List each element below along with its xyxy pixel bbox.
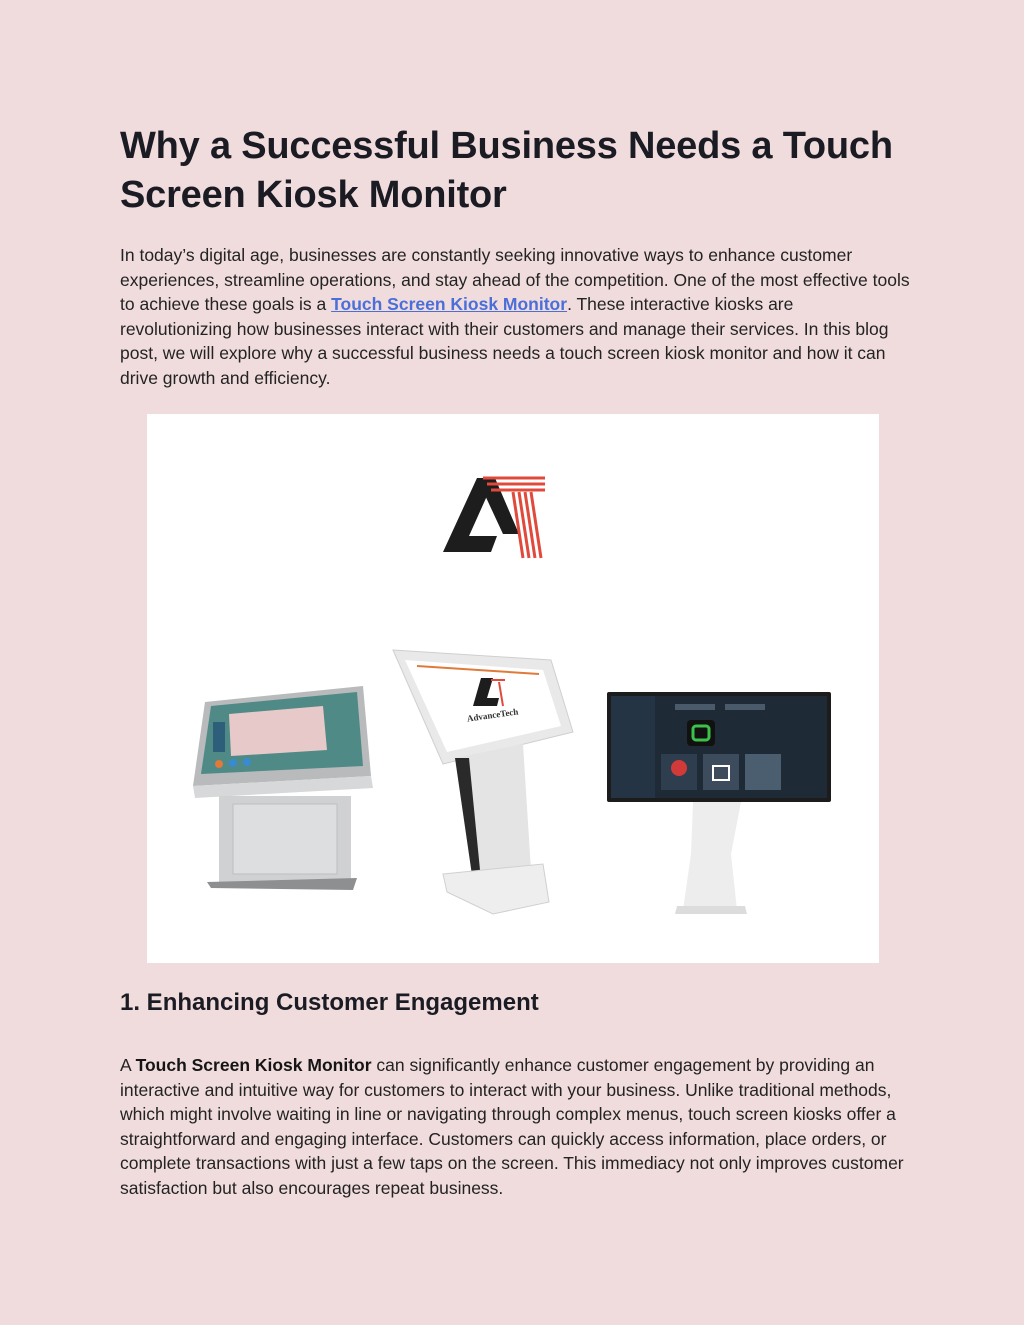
advancetech-logo [443, 478, 545, 558]
kiosk-monitor-link[interactable]: Touch Screen Kiosk Monitor [331, 294, 568, 314]
intro-text-before: In today’s digital age, businesses are constantly seeking innovative ways to enhance customer experiences, streamline operations, and stay ahead of the competition. One of the most effective tools to achieve these goals is a [120, 245, 910, 314]
intro-paragraph [120, 243, 910, 390]
section1-bold-term: Touch Screen Kiosk Monitor [135, 1055, 372, 1075]
article-title [120, 122, 920, 220]
intro-text-after: . These interactive kiosks are revolutionizing how businesses interact with their customers and manage their services. In this blog post, we will explore why a successful business needs a touch screen kiosk monitor and how it can drive growth and efficiency. [120, 294, 889, 388]
table-kiosk [193, 686, 373, 890]
section-heading-customer-engagement: 1. Enhancing Customer Engagement [120, 989, 539, 1016]
section1-paragraph [120, 1053, 910, 1200]
title-line-2: Screen Kiosk Monitor [120, 174, 507, 216]
section1-body: can significantly enhance customer engagement by providing an interactive and intuitive way for customers to interact with your business. Unlike traditional methods, which might involve waiting in line or navigating through complex menus, touch screen kiosks offer a straightforward and engaging interface. Customers can quickly access information, place orders, or complete transactions with just a few taps on the screen. This immediacy not only improves customer satisfaction but also encourages repeat business. [120, 1055, 904, 1198]
landscape-kiosk [607, 692, 831, 914]
kiosk-brand-label: AdvanceTech [466, 706, 519, 724]
title-line-1: Why a Successful Business Needs a Touch [120, 125, 893, 167]
kiosk-product-image [147, 414, 879, 963]
pedestal-kiosk [393, 650, 573, 914]
section1-prefix: A [120, 1055, 136, 1075]
